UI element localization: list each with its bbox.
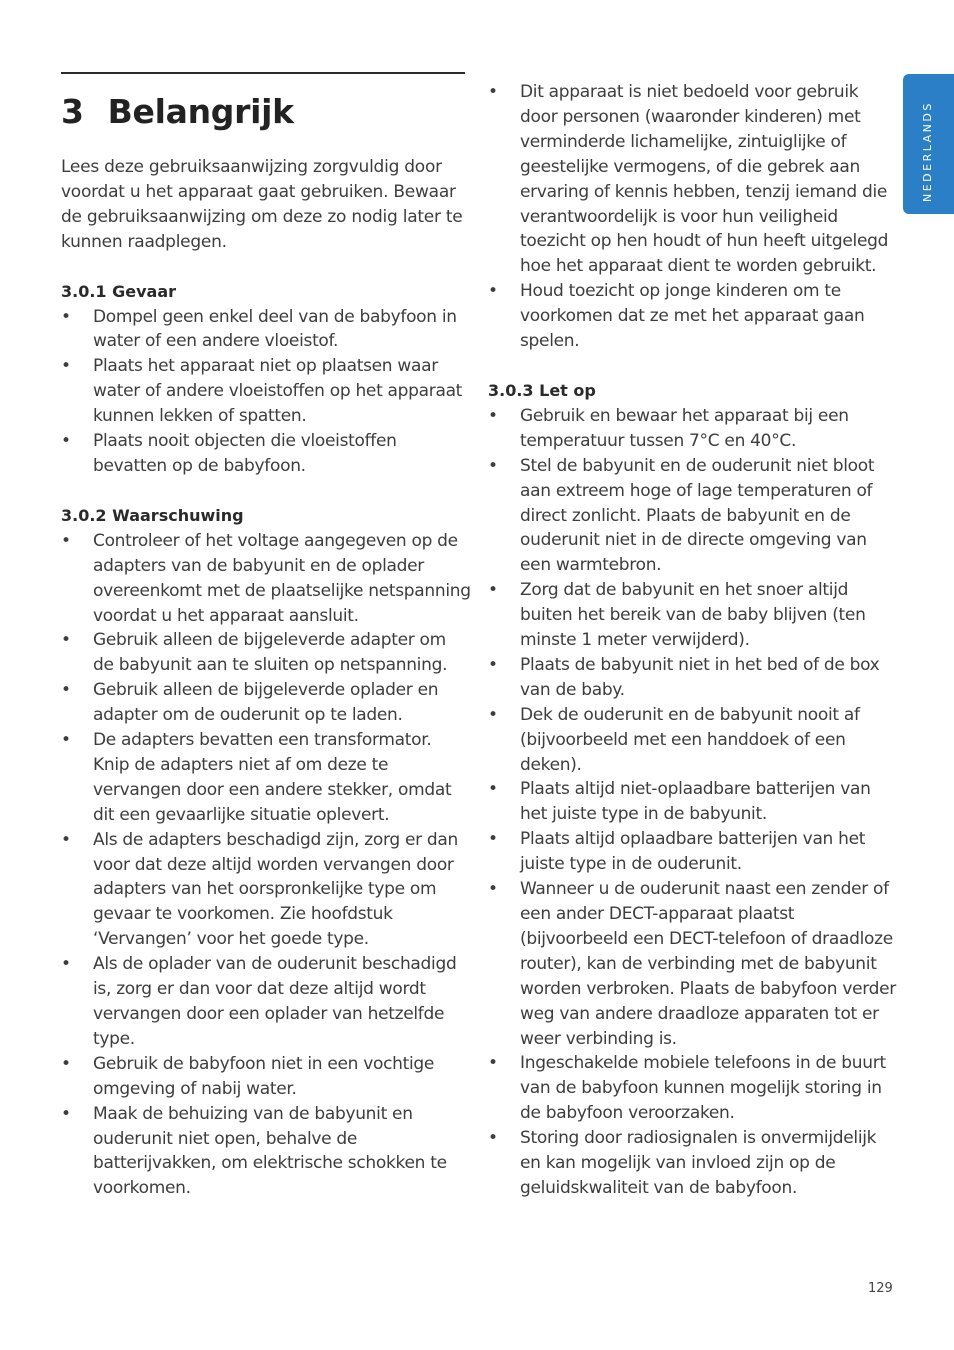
left-column xyxy=(61,155,471,1226)
list-item xyxy=(61,628,471,678)
right-column xyxy=(488,80,898,1226)
bullet-marker: • xyxy=(488,405,498,426)
list-waarschuwing-continued xyxy=(488,80,898,354)
list-item-text: Gebruik de babyfoon niet in een vochtige omgeving of nabij water. xyxy=(93,1053,435,1099)
list-item-text: Gebruik en bewaar het apparaat bij een temperatuur tussen 7°C en 40°C. xyxy=(520,405,849,451)
list-item-text: Stel de babyunit en de ouderunit niet bloot aan extreem hoge of lage temperaturen of direct zonlicht. Plaats de babyunit en de ouderunit niet in de directe omgeving van een warmtebron. xyxy=(520,455,875,576)
list-item-text: Ingeschakelde mobiele telefoons in de buurt van de babyfoon kunnen mogelijk storing in de babyfoon veroorzaken. xyxy=(520,1053,886,1124)
section-title-gevaar: 3.0.1 Gevaar xyxy=(61,281,177,301)
list-item-text: Als de oplader van de ouderunit beschadigd is, zorg er dan voor dat deze altijd wordt vervangen door een oplader van hetzelfde type. xyxy=(93,954,457,1049)
list-item-text: Gebruik alleen de bijgeleverde adapter om de babyunit aan te sluiten op netspanning. xyxy=(93,630,448,676)
list-item xyxy=(61,305,471,355)
list-item-text: Wanneer u de ouderunit naast een zender of een ander DECT-apparaat plaatst (bijvoorbeeld een DECT-telefoon of draadloze router), kan de verbinding met de babyunit worden verbroken. Plaats de babyfoon verder weg van andere draadloze apparaten tot er weer verbinding is. xyxy=(520,879,896,1049)
page-number: 129 xyxy=(868,1281,893,1296)
list-item xyxy=(61,952,471,1052)
list-item xyxy=(488,404,898,454)
list-item-text: Dompel geen enkel deel van de babyfoon in water of een andere vloeistof. xyxy=(93,306,457,352)
bullet-marker: • xyxy=(61,630,71,651)
bullet-marker: • xyxy=(61,530,71,551)
bullet-marker: • xyxy=(61,829,71,850)
heading-rule xyxy=(61,72,465,74)
bullet-marker: • xyxy=(61,730,71,751)
language-tab-label: NEDERLANDS xyxy=(921,101,934,202)
list-item-text: Plaats altijd oplaadbare batterijen van het juiste type in de ouderunit. xyxy=(520,829,866,875)
bullet-marker: • xyxy=(61,431,71,452)
list-item-text: Als de adapters beschadigd zijn, zorg er dan voor dat deze altijd worden vervangen door adapters van het oorspronkelijke type om gevaar te voorkomen. Zie hoofdstuk ‘Vervangen’ voor het goede type. xyxy=(93,829,459,950)
bullet-marker: • xyxy=(488,281,498,302)
list-item-text: Gebruik alleen de bijgeleverde oplader en adapter om de ouderunit op te laden. xyxy=(93,680,439,726)
list-item-text: De adapters bevatten een transformator. Knip de adapters niet af om deze te vervangen door een andere stekker, omdat dit een gevaarlijke situatie oplevert. xyxy=(93,730,452,825)
bullet-marker: • xyxy=(488,1128,498,1149)
list-item-text: Plaats altijd niet-oplaadbare batterijen van het juiste type in de babyunit. xyxy=(520,779,871,825)
list-item xyxy=(61,728,471,828)
list-item-text: Plaats het apparaat niet op plaatsen waar water of andere vloeistoffen op het apparaat kunnen lekken of spatten. xyxy=(93,356,463,427)
bullet-marker: • xyxy=(61,356,71,377)
list-item xyxy=(488,454,898,579)
language-tab xyxy=(903,74,954,214)
bullet-marker: • xyxy=(488,829,498,850)
list-item-text: Houd toezicht op jonge kinderen om te voorkomen dat ze met het apparaat gaan spelen. xyxy=(520,281,865,352)
bullet-marker: • xyxy=(61,680,71,701)
list-item xyxy=(61,828,471,953)
list-item xyxy=(488,703,898,778)
list-item xyxy=(488,827,898,877)
chapter-title: Belangrijk xyxy=(107,92,294,131)
list-item xyxy=(488,777,898,827)
list-item xyxy=(488,80,898,279)
list-item xyxy=(61,529,471,629)
list-item-text: Plaats nooit objecten die vloeistoffen bevatten op de babyfoon. xyxy=(93,431,397,476)
list-gevaar xyxy=(61,305,471,479)
bullet-marker: • xyxy=(488,580,498,601)
bullet-marker: • xyxy=(61,306,71,327)
bullet-marker: • xyxy=(488,654,498,675)
list-item-text: Dek de ouderunit en de babyunit nooit af (bijvoorbeeld met een handdoek of een deken). xyxy=(520,704,860,775)
list-item-text: Zorg dat de babyunit en het snoer altijd buiten het bereik van de baby blijven (ten minste 1 meter verwijderd). xyxy=(520,580,866,651)
section-title-waarschuwing: 3.0.2 Waarschuwing xyxy=(61,505,244,525)
section-title-let-op: 3.0.3 Let op xyxy=(488,380,596,400)
list-item xyxy=(488,1126,898,1201)
list-item-text: Maak de behuizing van de babyunit en ouderunit niet open, behalve de batterijvakken, om elektrische schokken te voorkomen. xyxy=(93,1103,447,1199)
bullet-marker: • xyxy=(488,879,498,900)
list-item-text: Plaats de babyunit niet in het bed of de box van de baby. xyxy=(520,654,880,700)
list-item-text: Controleer of het voltage aangegeven op de adapters van de babyunit en de oplader overeenkomt met de plaatselijke netspanning voordat u het apparaat aansluit. xyxy=(93,530,471,626)
list-let-op xyxy=(488,404,898,1201)
list-item xyxy=(61,354,471,429)
list-item xyxy=(488,279,898,354)
bullet-marker: • xyxy=(488,455,498,476)
bullet-marker: • xyxy=(488,1053,498,1074)
list-item xyxy=(488,1051,898,1126)
list-item xyxy=(61,1052,471,1102)
list-waarschuwing xyxy=(61,529,471,1201)
list-item xyxy=(61,1102,471,1202)
chapter-number: 3 xyxy=(61,92,84,131)
list-item xyxy=(61,678,471,728)
bullet-marker: • xyxy=(488,704,498,725)
bullet-marker: • xyxy=(61,1053,71,1074)
bullet-marker: • xyxy=(488,82,498,102)
intro-paragraph: Lees deze gebruiksaanwijzing zorgvuldig door voordat u het apparaat gaat gebruiken. Bewaar de gebruiksaanwijzing om deze zo nodig later te kunnen raadplegen. xyxy=(61,157,463,252)
list-item-text: Dit apparaat is niet bedoeld voor gebruik door personen (waaronder kinderen) met verminderde lichamelijke, zintuiglijke of geestelijke vermogens, of die gebrek aan ervaring of kennis hebben, tenzij iemand die verantwoordelijk is voor hun veiligheid toezicht op hen houdt of hun heeft uitgelegd hoe het apparaat dient te worden gebruikt. xyxy=(520,82,889,277)
list-item-text: Storing door radiosignalen is onvermijdelijk en kan mogelijk van invloed zijn op de geluidskwaliteit van de babyfoon. xyxy=(520,1128,877,1198)
bullet-marker: • xyxy=(61,954,71,975)
bullet-marker: • xyxy=(488,779,498,800)
list-item xyxy=(488,653,898,703)
list-item xyxy=(488,877,898,1051)
bullet-marker: • xyxy=(61,1103,71,1124)
list-item xyxy=(61,429,471,479)
list-item xyxy=(488,578,898,653)
chapter-heading xyxy=(61,86,294,138)
